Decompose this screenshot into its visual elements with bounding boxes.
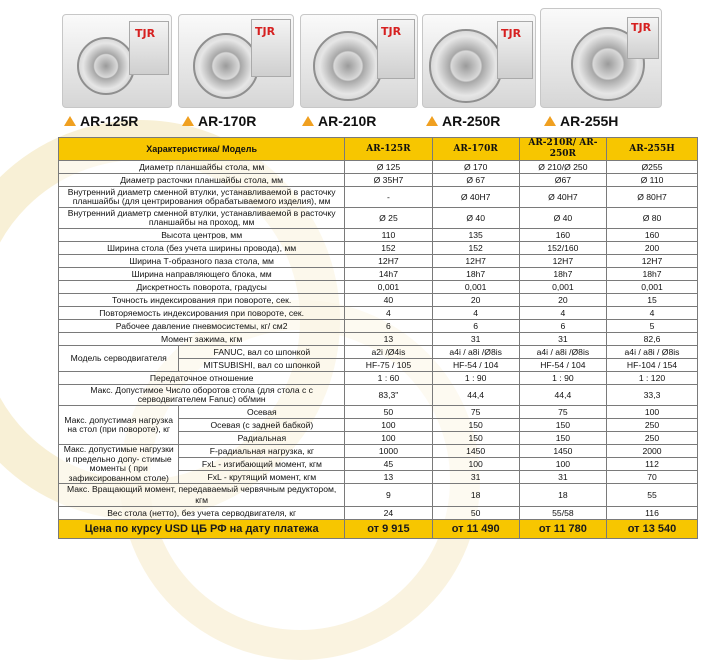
table-row: Рабочее давление пневмосистемы, кг/ см2 6 6 6 5 <box>59 320 698 333</box>
price-row <box>59 520 698 539</box>
brand-logo: TJR <box>135 27 156 40</box>
brand-logo: TJR <box>501 27 522 40</box>
header-cell: AR-210R/ AR-250R <box>519 138 606 161</box>
header-cell: Характеристика/ Модель <box>59 138 345 161</box>
triangle-icon <box>182 116 194 126</box>
triangle-icon <box>544 116 556 126</box>
header-cell: AR-125R <box>345 138 432 161</box>
table-row: Высота центров, мм 110 135 160 160 <box>59 229 698 242</box>
table-row: MITSUBISHI, вал со шпонкой HF-75 / 105 HF-54 / 104 HF-54 / 104 HF-104 / 154 <box>59 359 698 372</box>
table-row: Повторяемость индексирования при повороте, сек. 4 4 4 4 <box>59 307 698 320</box>
spec-table <box>58 137 698 539</box>
table-row: FxL - изгибающий момент, кгм 45 100 100 112 <box>59 458 698 471</box>
header-cell: AR-255H <box>607 138 698 161</box>
table-row: Макс. Вращающий момент, передаваемый червячным редуктором, кгм 9 18 18 55 <box>59 484 698 507</box>
table-row: Макс. допустимые нагрузки и предельно допу- стимые моменты ( при зафиксированном столе) F-радиальная нагрузка, кг 1000 1450 1450 2000 <box>59 445 698 458</box>
brand-logo: TJR <box>631 21 652 34</box>
price-value: от 13 540 <box>607 520 698 539</box>
product-image-ar210r <box>300 14 418 108</box>
brand-logo: TJR <box>255 25 276 38</box>
table-row: Передаточное отношение 1 : 60 1 : 90 1 : 90 1 : 120 <box>59 372 698 385</box>
price-label: Цена по курсу USD ЦБ РФ на дату платежа <box>59 520 345 539</box>
table-row: Вес стола (нетто), без учета серводвигателя, кг 24 50 55/58 116 <box>59 507 698 520</box>
table-row: Дискретность поворота, градусы 0,001 0,001 0,001 0,001 <box>59 281 698 294</box>
triangle-icon <box>426 116 438 126</box>
table-row: Макс. допустимая нагрузка на стол (при повороте), кг Осевая 50 75 75 100 <box>59 406 698 419</box>
triangle-icon <box>64 116 76 126</box>
price-value: от 11 780 <box>519 520 606 539</box>
price-value: от 11 490 <box>432 520 519 539</box>
servo-label: Модель серводвигателя <box>59 346 179 372</box>
table-row: Осевая (с задней бабкой) 100 150 150 250 <box>59 419 698 432</box>
table-row: Модель серводвигателя FANUC, вал со шпонкой a2i /Ø4is a4i / a8i /Ø8is a4i / a8i /Ø8is a4i / a8i / Ø8is <box>59 346 698 359</box>
model-label-ar250r: AR-250R <box>426 113 500 129</box>
table-row: Момент зажима, кгм 13 31 31 82,6 <box>59 333 698 346</box>
brand-logo: TJR <box>381 25 402 38</box>
table-row: Макс. Допустимое Число оборотов стола (для стола с с серводвигателем Fanuc) об/мин 83,3" 44,4 44,4 33,3 <box>59 385 698 406</box>
table-header <box>59 138 698 161</box>
product-image-ar125r <box>62 14 172 108</box>
table-row: Точность индексирования при повороте, сек. 40 20 20 15 <box>59 294 698 307</box>
header-cell: AR-170R <box>432 138 519 161</box>
model-label-ar210r: AR-210R <box>302 113 376 129</box>
product-image-ar255h <box>540 8 662 108</box>
table-row: Внутренний диаметр сменной втулки, устанавливаемой в расточку планшайбы на проход, мм Ø 25 Ø 40 Ø 40 Ø 80 <box>59 208 698 229</box>
product-image-ar250r <box>422 14 536 108</box>
load-label: Макс. допустимая нагрузка на стол (при повороте), кг <box>59 406 179 445</box>
table-row: Ширина стола (без учета ширины провода), мм 152 152 152/160 200 <box>59 242 698 255</box>
table-row: Внутренний диаметр сменной втулки, устанавливаемой в расточку планшайбы (для центрирования обрабатываемого изделия), мм - Ø 40H7 Ø 40H7 Ø 80H7 <box>59 187 698 208</box>
product-image-ar170r <box>178 14 294 108</box>
table-row: Ширина Т-образного паза стола, мм 12H7 12H7 12H7 12H7 <box>59 255 698 268</box>
model-label-ar125r: AR-125R <box>64 113 138 129</box>
table-row: Радиальная 100 150 150 250 <box>59 432 698 445</box>
triangle-icon <box>302 116 314 126</box>
table-row: Диаметр расточки планшайбы стола, мм Ø 35H7 Ø 67 Ø67 Ø 110 <box>59 174 698 187</box>
price-value: от 9 915 <box>345 520 432 539</box>
model-label-ar255h: AR-255H <box>544 113 618 129</box>
table-row: FxL - крутящий момент, кгм 13 31 31 70 <box>59 471 698 484</box>
moment-label: Макс. допустимые нагрузки и предельно допу- стимые моменты ( при зафиксированном столе) <box>59 445 179 484</box>
model-label-ar170r: AR-170R <box>182 113 256 129</box>
table-row: Ширина направляющего блока, мм 14h7 18h7 18h7 18h7 <box>59 268 698 281</box>
table-row: Диаметр планшайбы стола, мм Ø 125 Ø 170 Ø 210/Ø 250 Ø255 <box>59 161 698 174</box>
